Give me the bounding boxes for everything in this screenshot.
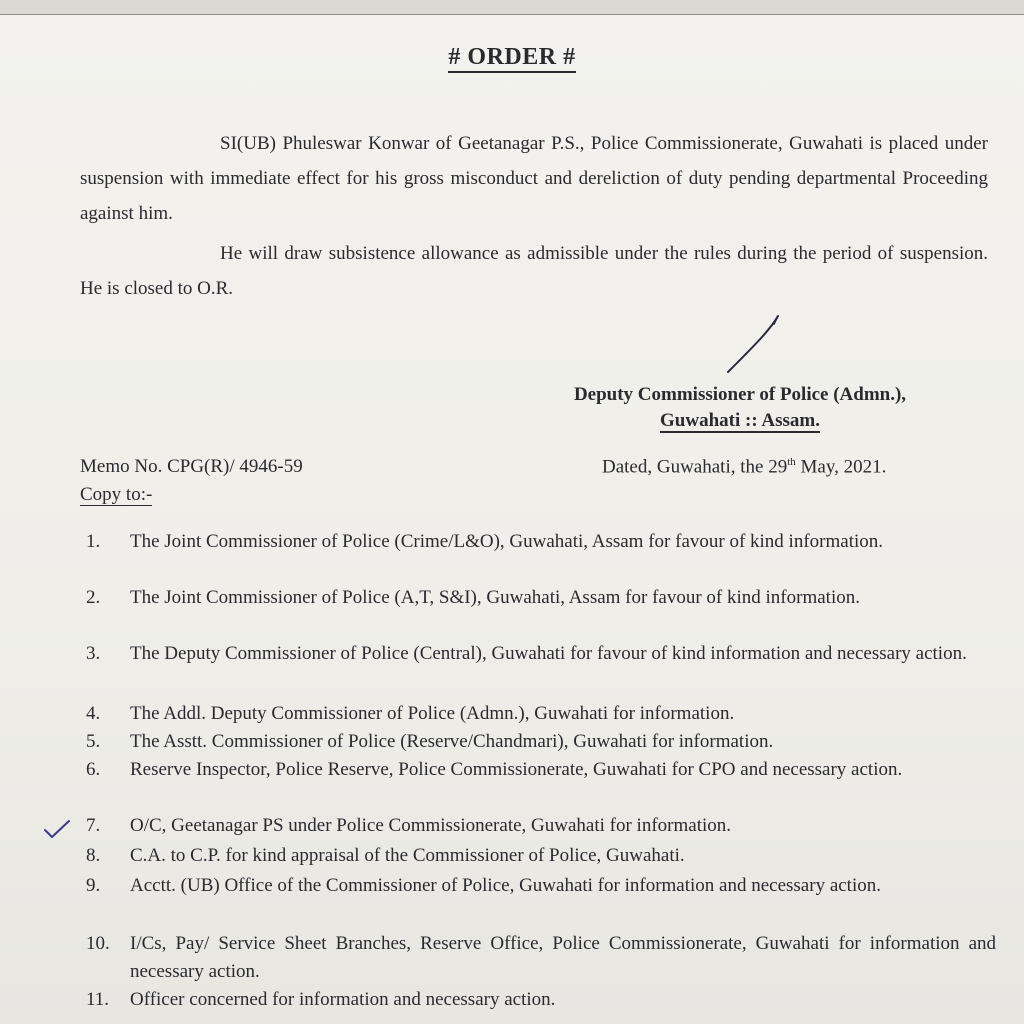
list-item-number: 2. [86,587,101,608]
list-item-text: Officer concerned for information and necessary action. [130,989,556,1010]
memo-number: Memo No. CPG(R)/ 4946-59 [80,456,303,477]
list-item-number: 5. [86,731,101,752]
dated-suffix: May, 2021. [795,456,887,478]
list-item-number: 11. [86,989,110,1010]
list-item-number: 4. [86,703,101,724]
list-item-text: The Addl. Deputy Commissioner of Police (Admn.), Guwahati for information. [130,703,735,724]
list-item-text: Reserve Inspector, Police Reserve, Police Commissionerate, Guwahati for CPO and necessary action. [130,759,903,780]
dated-superscript: th [787,456,796,468]
list-item-text: The Joint Commissioner of Police (A,T, S&I), Guwahati, Assam for favour of kind information. [130,587,860,608]
order-title-text: # ORDER # [448,44,575,73]
copy-to-text: Copy to:- [80,484,153,505]
list-item-text: I/Cs, Pay/ Service Sheet Branches, Reserve Office, Police Commissionerate, Guwahati for information and necessary action. [130,933,996,982]
list-item-text: C.A. to C.P. for kind appraisal of the Commissioner of Police, Guwahati. [130,845,685,866]
checkmark-icon [42,818,72,840]
list-item-text: Acctt. (UB) Office of the Commissioner of Police, Guwahati for information and necessary action. [130,875,881,896]
signatory-location-text: Guwahati :: Assam. [660,410,820,431]
list-item-text: The Joint Commissioner of Police (Crime/L&O), Guwahati, Assam for favour of kind information. [130,531,884,552]
list-item-number: 3. [86,643,101,664]
signatory-designation: Deputy Commissioner of Police (Admn.), [573,384,907,405]
list-item-number: 8. [86,845,101,866]
list-item-number: 10. [86,933,110,954]
list-item-text: O/C, Geetanagar PS under Police Commissionerate, Guwahati for information. [130,815,732,836]
list-item-number: 7. [86,815,101,836]
list-item-text: The Asstt. Commissioner of Police (Reserve/Chandmari), Guwahati for information. [130,731,774,752]
list-item-number: 9. [86,875,101,896]
list-item-text: The Deputy Commissioner of Police (Central), Guwahati for favour of kind information and necessary action. [130,643,967,664]
dated-prefix: Dated, Guwahati, the 29 [602,456,788,478]
list-item-number: 6. [86,759,101,780]
order-paragraph-1: SI(UB) Phuleswar Konwar of Geetanagar P.S., Police Commissionerate, Guwahati is placed under suspension with immediate effect for his gross misconduct and dereliction of duty pending departmental Proceeding against him. [80,133,988,224]
list-item-number: 1. [86,531,101,552]
order-paragraph-2: He will draw subsistence allowance as admissible under the rules during the period of suspension. He is closed to O.R. [80,243,988,299]
